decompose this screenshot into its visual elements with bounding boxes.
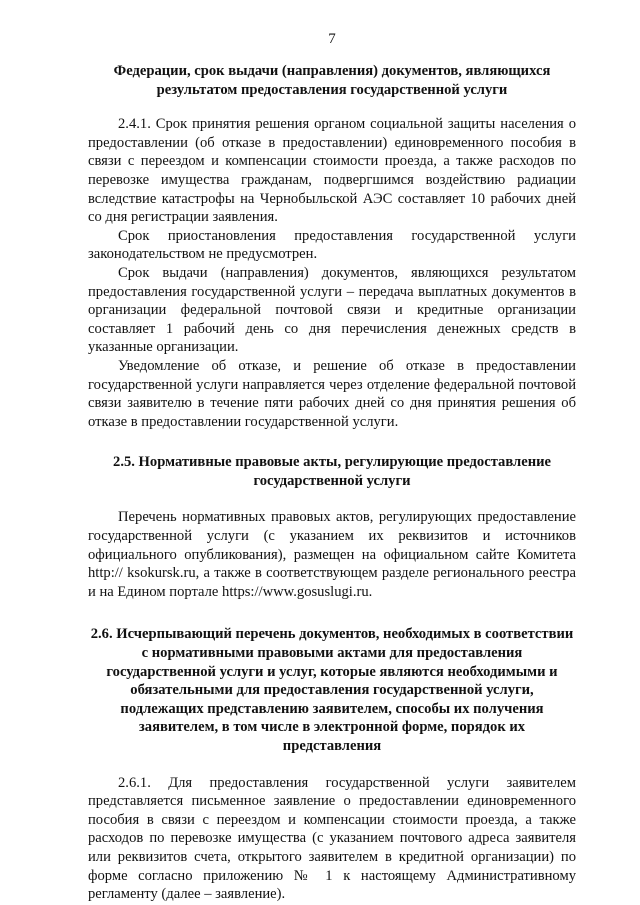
paragraph-suspension-term: Срок приостановления предоставления государственной услуги законодательством не предусмотрен. xyxy=(88,227,576,263)
paragraph-issue-term: Срок выдачи (направления) документов, являющихся результатом предоставления государственной услуги – передача выплатных документов в организации федеральной почтовой связи и кредитные организации составляет 1 рабочий день со дня перечисления денежных средств в указанные организации. xyxy=(88,264,576,356)
spacer xyxy=(88,490,576,508)
spacer xyxy=(88,601,576,625)
paragraph-refusal-notice: Уведомление об отказе, и решение об отказе в предоставлении государственной услуги направляется через отделение федеральной почтовой связи заявителю в течение пяти рабочих дней со дня принятия решения об отказе в предоставлении государственной услуги. xyxy=(88,357,576,430)
paragraph-2-5-legal-acts: Перечень нормативных правовых актов, регулирующих предоставление государственной услуги (с указанием их реквизитов и источников официального опубликования), размещен на официальном сайте Комитета http:// ksokursk.ru, а также в соответствующем разделе регионального реестра и на Едином портале https://www.gosuslugi.ru. xyxy=(88,509,576,600)
page-number: 7 xyxy=(328,31,336,47)
section-heading-2-6: 2.6. Исчерпывающий перечень документов, необходимых в соответствии с нормативными правовыми актами для предоставления государственной услуги и услуг, которые являются необходимыми и обязательными для предоставления государственной услуги, подлежащих представлению заявителем, способы их получения заявителем, в том числе в электронной форме, порядок их представления xyxy=(90,626,574,754)
paragraph-2-6-1-application: 2.6.1. Для предоставления государственной услуги заявителем представляется письменное заявление о предоставлении единовременного пособия в связи с переездом и компенсации стоимости проезда, а также расходов по перевозке имущества (с указанием почтового адреса заявителя или реквизитов счета, открытого заявителем в кредитной организации) по форме согласно приложению № 1 к настоящему Административному регламенту (далее – заявление). xyxy=(88,774,576,903)
spacer xyxy=(88,431,576,453)
document-page xyxy=(88,30,576,904)
section-heading-continued: Федерации, срок выдачи (направления) документов, являющихся результатом предоставления государственной услуги xyxy=(113,63,551,98)
spacer xyxy=(88,99,576,115)
spacer xyxy=(88,756,576,774)
section-heading-2-5: 2.5. Нормативные правовые акты, регулирующие предоставление государственной услуги xyxy=(113,454,551,489)
paragraph-2-4-1-decision-term: 2.4.1. Срок принятия решения органом социальной защиты населения о предоставлении (об отказе в предоставлении) единовременного пособия в связи с переездом и компенсации стоимости проезда, а также расходов по перевозке имущества гражданам, подвергшимся воздействию радиации вследствие катастрофы на Чернобыльской АЭС составляет 10 рабочих дней со дня регистрации заявления. xyxy=(88,116,576,226)
